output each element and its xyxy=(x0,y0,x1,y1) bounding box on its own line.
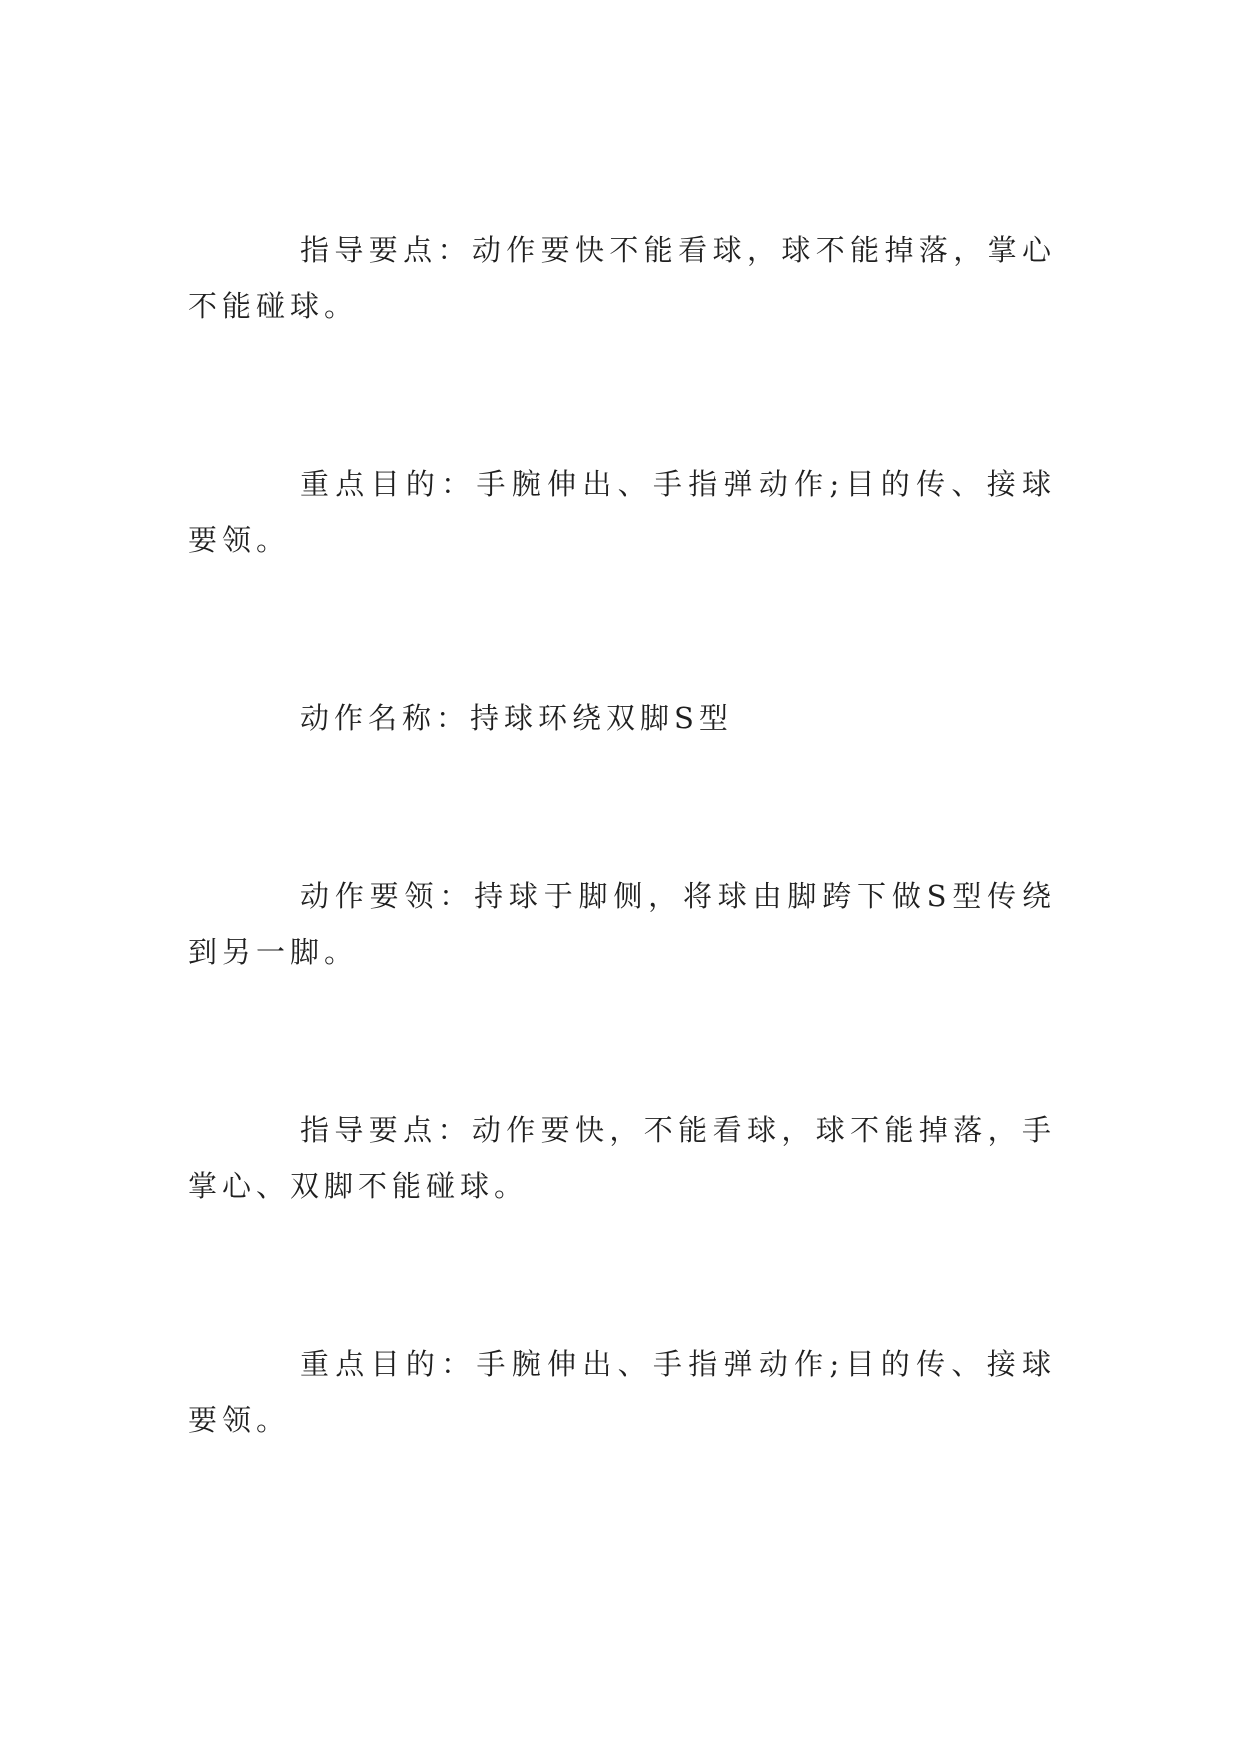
paragraph-spacer xyxy=(188,568,1056,690)
paragraph-purpose-1: 重点目的：手腕伸出、手指弹动作;目的传、接球要领。 xyxy=(188,467,1056,557)
paragraph-spacer xyxy=(188,334,1056,456)
paragraph-purpose-2: 重点目的：手腕伸出、手指弹动作;目的传、接球要领。 xyxy=(188,1347,1056,1437)
paragraph-spacer xyxy=(188,1214,1056,1336)
document-body xyxy=(188,222,1056,1448)
paragraph-action-name: 动作名称：持球环绕双脚S型 xyxy=(300,701,733,735)
paragraph-spacer xyxy=(188,746,1056,868)
paragraph-action-essentials: 动作要领：持球于脚侧，将球由脚跨下做S型传绕到另一脚。 xyxy=(188,879,1056,969)
paragraph-guidance-2: 指导要点：动作要快，不能看球，球不能掉落，手掌心、双脚不能碰球。 xyxy=(188,1113,1056,1203)
paragraph-spacer xyxy=(188,980,1056,1102)
paragraph-guidance-1: 指导要点：动作要快不能看球，球不能掉落，掌心不能碰球。 xyxy=(188,233,1056,323)
